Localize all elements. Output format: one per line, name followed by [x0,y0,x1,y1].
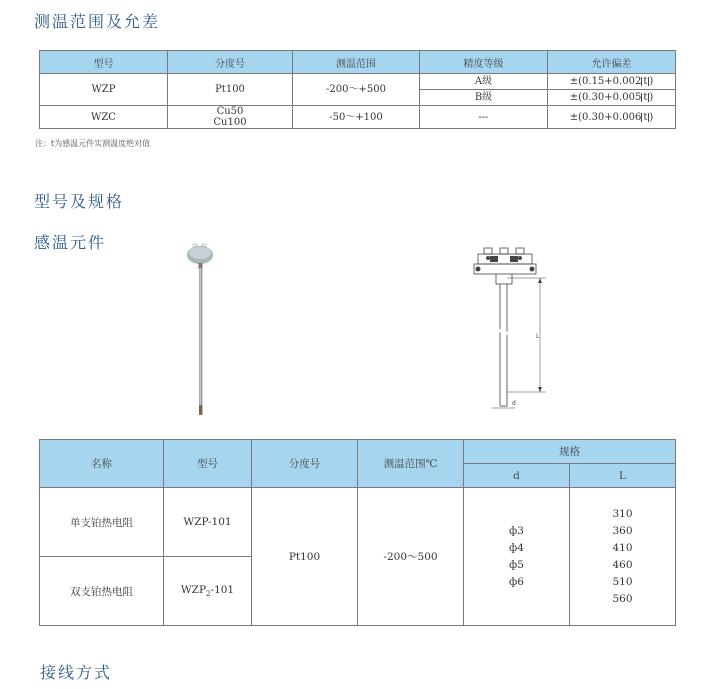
cell-range: -200～500 [358,488,464,626]
dimension-L-label: L [536,333,540,340]
cell-graduation [168,106,293,129]
cell-tolerance [548,90,676,106]
cell-graduation: Pt100 [252,488,358,626]
cell-grade: B级 [420,90,548,106]
header-L: L [570,464,676,488]
cell-grade: --- [420,106,548,129]
cell-tolerance [548,74,676,90]
cell-d-values [464,488,570,626]
tolerance-close: ) [649,111,654,123]
L-value: 310 [612,507,633,520]
header-grade: 精度等级 [420,51,548,74]
L-value: 460 [612,558,633,571]
graduation-line: Cu100 [213,117,247,128]
table-header-row [40,51,676,74]
sensor-photo [180,240,230,420]
cell-range: -200～+500 [293,74,420,106]
abs-t: t [643,76,648,87]
dimension-d-label: d [512,400,516,407]
abs-t: t [643,111,648,123]
tolerance-close: ) [649,92,654,103]
header-model: 型号 [164,440,252,488]
cell-model: WZP [40,74,168,106]
cell-name: 单支铂热电阻 [40,488,164,557]
graduation-line: Cu50 [216,106,244,117]
header-graduation: 分度号 [252,440,358,488]
cell-graduation: Pt100 [168,74,293,106]
d-value: ф6 [509,575,524,588]
model-suffix: -101 [210,583,235,596]
header-range: 测温范围 [293,51,420,74]
table-header-row [40,440,676,464]
cell-L-values [570,488,676,626]
L-value: 410 [612,541,633,554]
L-value: 510 [612,575,633,588]
header-d: d [464,464,570,488]
model-spec-table [39,439,676,626]
sensor-drawing [460,242,550,417]
cell-name: 双支铂热电阻 [40,557,164,626]
header-graduation: 分度号 [168,51,293,74]
table-note: 注：t为感温元件实测温度绝对值 [35,139,151,148]
header-range: 测温范围℃ [358,440,464,488]
header-model: 型号 [40,51,168,74]
tolerance-text: ±(0.30+0.006 [569,111,642,123]
cell-model [164,557,252,626]
header-tolerance: 允许偏差 [548,51,676,74]
model-subscript: 2 [206,590,211,599]
tolerance-text: ±(0.15+0.002 [569,76,642,87]
section-title-range: 测温范围及允差 [34,12,161,31]
L-value: 360 [612,524,633,537]
d-value: ф3 [509,524,524,537]
table-row [40,106,676,129]
model-prefix: WZP [180,583,207,596]
header-name: 名称 [40,440,164,488]
section-title-element: 感温元件 [34,233,107,252]
tolerance-close: ) [649,76,654,87]
table-row [40,488,676,557]
cell-tolerance [548,106,676,129]
tolerance-text: ±(0.30+0.005 [569,92,642,103]
cell-range: -50～+100 [293,106,420,129]
L-value: 560 [612,592,633,605]
section-title-model: 型号及规格 [34,192,125,211]
table-row [40,74,676,90]
cell-model: WZC [40,106,168,129]
cell-grade: A级 [420,74,548,90]
d-value: ф4 [509,541,524,554]
header-spec: 规格 [464,440,676,464]
cell-model: WZP-101 [164,488,252,557]
d-value: ф5 [509,558,524,571]
section-title-wiring: 接线方式 [40,663,113,682]
abs-t: t [643,92,648,103]
range-tolerance-table [39,50,676,129]
